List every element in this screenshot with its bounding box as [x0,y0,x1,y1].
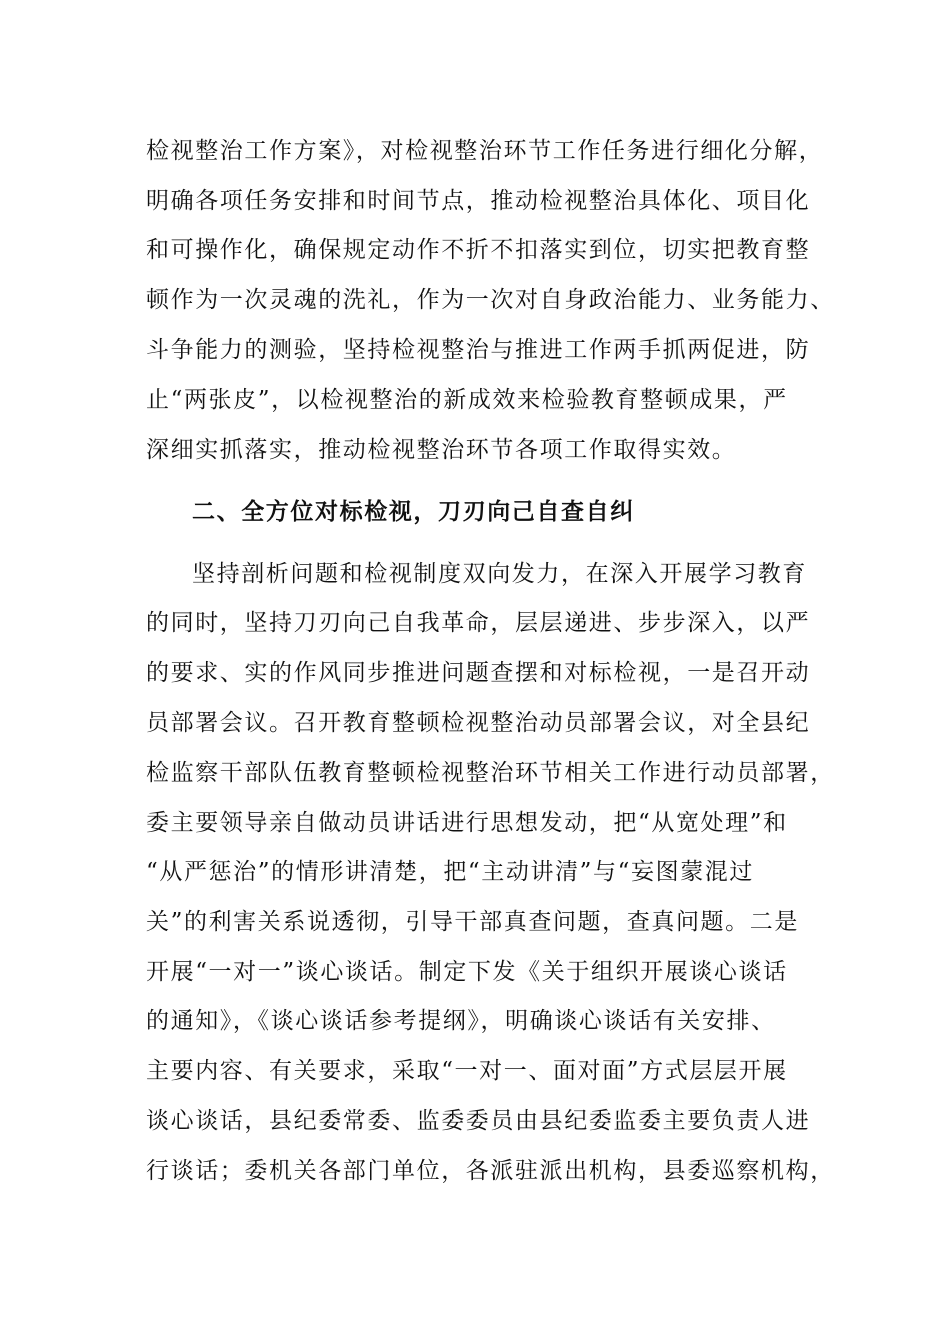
paragraph2-line: 行谈话；委机关各部门单位，各派驻派出机构，县委巡察机构， [146,1158,835,1184]
paragraph2-line: 谈心谈话，县纪委常委、监委委员由县纪委监委主要负责人进 [146,1108,811,1134]
paragraph2-line: 关”的利害关系说透彻，引导干部真查问题，查真问题。二是 [146,909,799,935]
paragraph2-line: 的同时，坚持刀刃向己自我革命，层层递进、步步深入，以严 [146,610,811,636]
paragraph1-line: 检视整治工作方案》，对检视整治环节工作任务进行细化分解， [146,138,824,164]
paragraph2-line: “从严惩治”的情形讲清楚，把“主动讲清”与“妄图蒙混过 [146,859,754,885]
paragraph1-line: 明确各项任务安排和时间节点，推动检视整治具体化、项目化 [146,188,811,214]
paragraph2-line: 委主要领导亲自做动员讲话进行思想发动，把“从宽处理”和 [146,810,788,836]
paragraph1-line: 斗争能力的测验，坚持检视整治与推进工作两手抓两促进，防 [146,337,811,363]
paragraph2-line: 主要内容、有关要求，采取“一对一、面对面”方式层层开展 [146,1058,788,1084]
paragraph1-line: 顿作为一次灵魂的洗礼，作为一次对自身政治能力、业务能力、 [146,287,835,313]
section-heading: 二、全方位对标检视，刀刃向己自查自纠 [192,499,635,525]
paragraph2-line: 的要求、实的作风同步推进问题查摆和对标检视，一是召开动 [146,660,811,686]
paragraph1-line: 和可操作化，确保规定动作不折不扣落实到位，切实把教育整 [146,237,811,263]
paragraph1-line: 深细实抓落实，推动检视整治环节各项工作取得实效。 [146,437,737,463]
paragraph2-line: 检监察干部队伍教育整顿检视整治环节相关工作进行动员部署， [146,760,835,786]
paragraph2-line: 员部署会议。召开教育整顿检视整治动员部署会议，对全县纪 [146,710,811,736]
paragraph2-line: 的通知》，《谈心谈话参考提纲》，明确谈心谈话有关安排、 [146,1008,776,1034]
paragraph2-line: 坚持剖析问题和检视制度双向发力，在深入开展学习教育 [192,561,807,587]
paragraph2-line: 开展“一对一”谈心谈话。制定下发《关于组织开展谈心谈话 [146,959,788,985]
paragraph1-line: 止“两张皮”，以检视整治的新成效来检验教育整顿成果，严 [146,387,788,413]
